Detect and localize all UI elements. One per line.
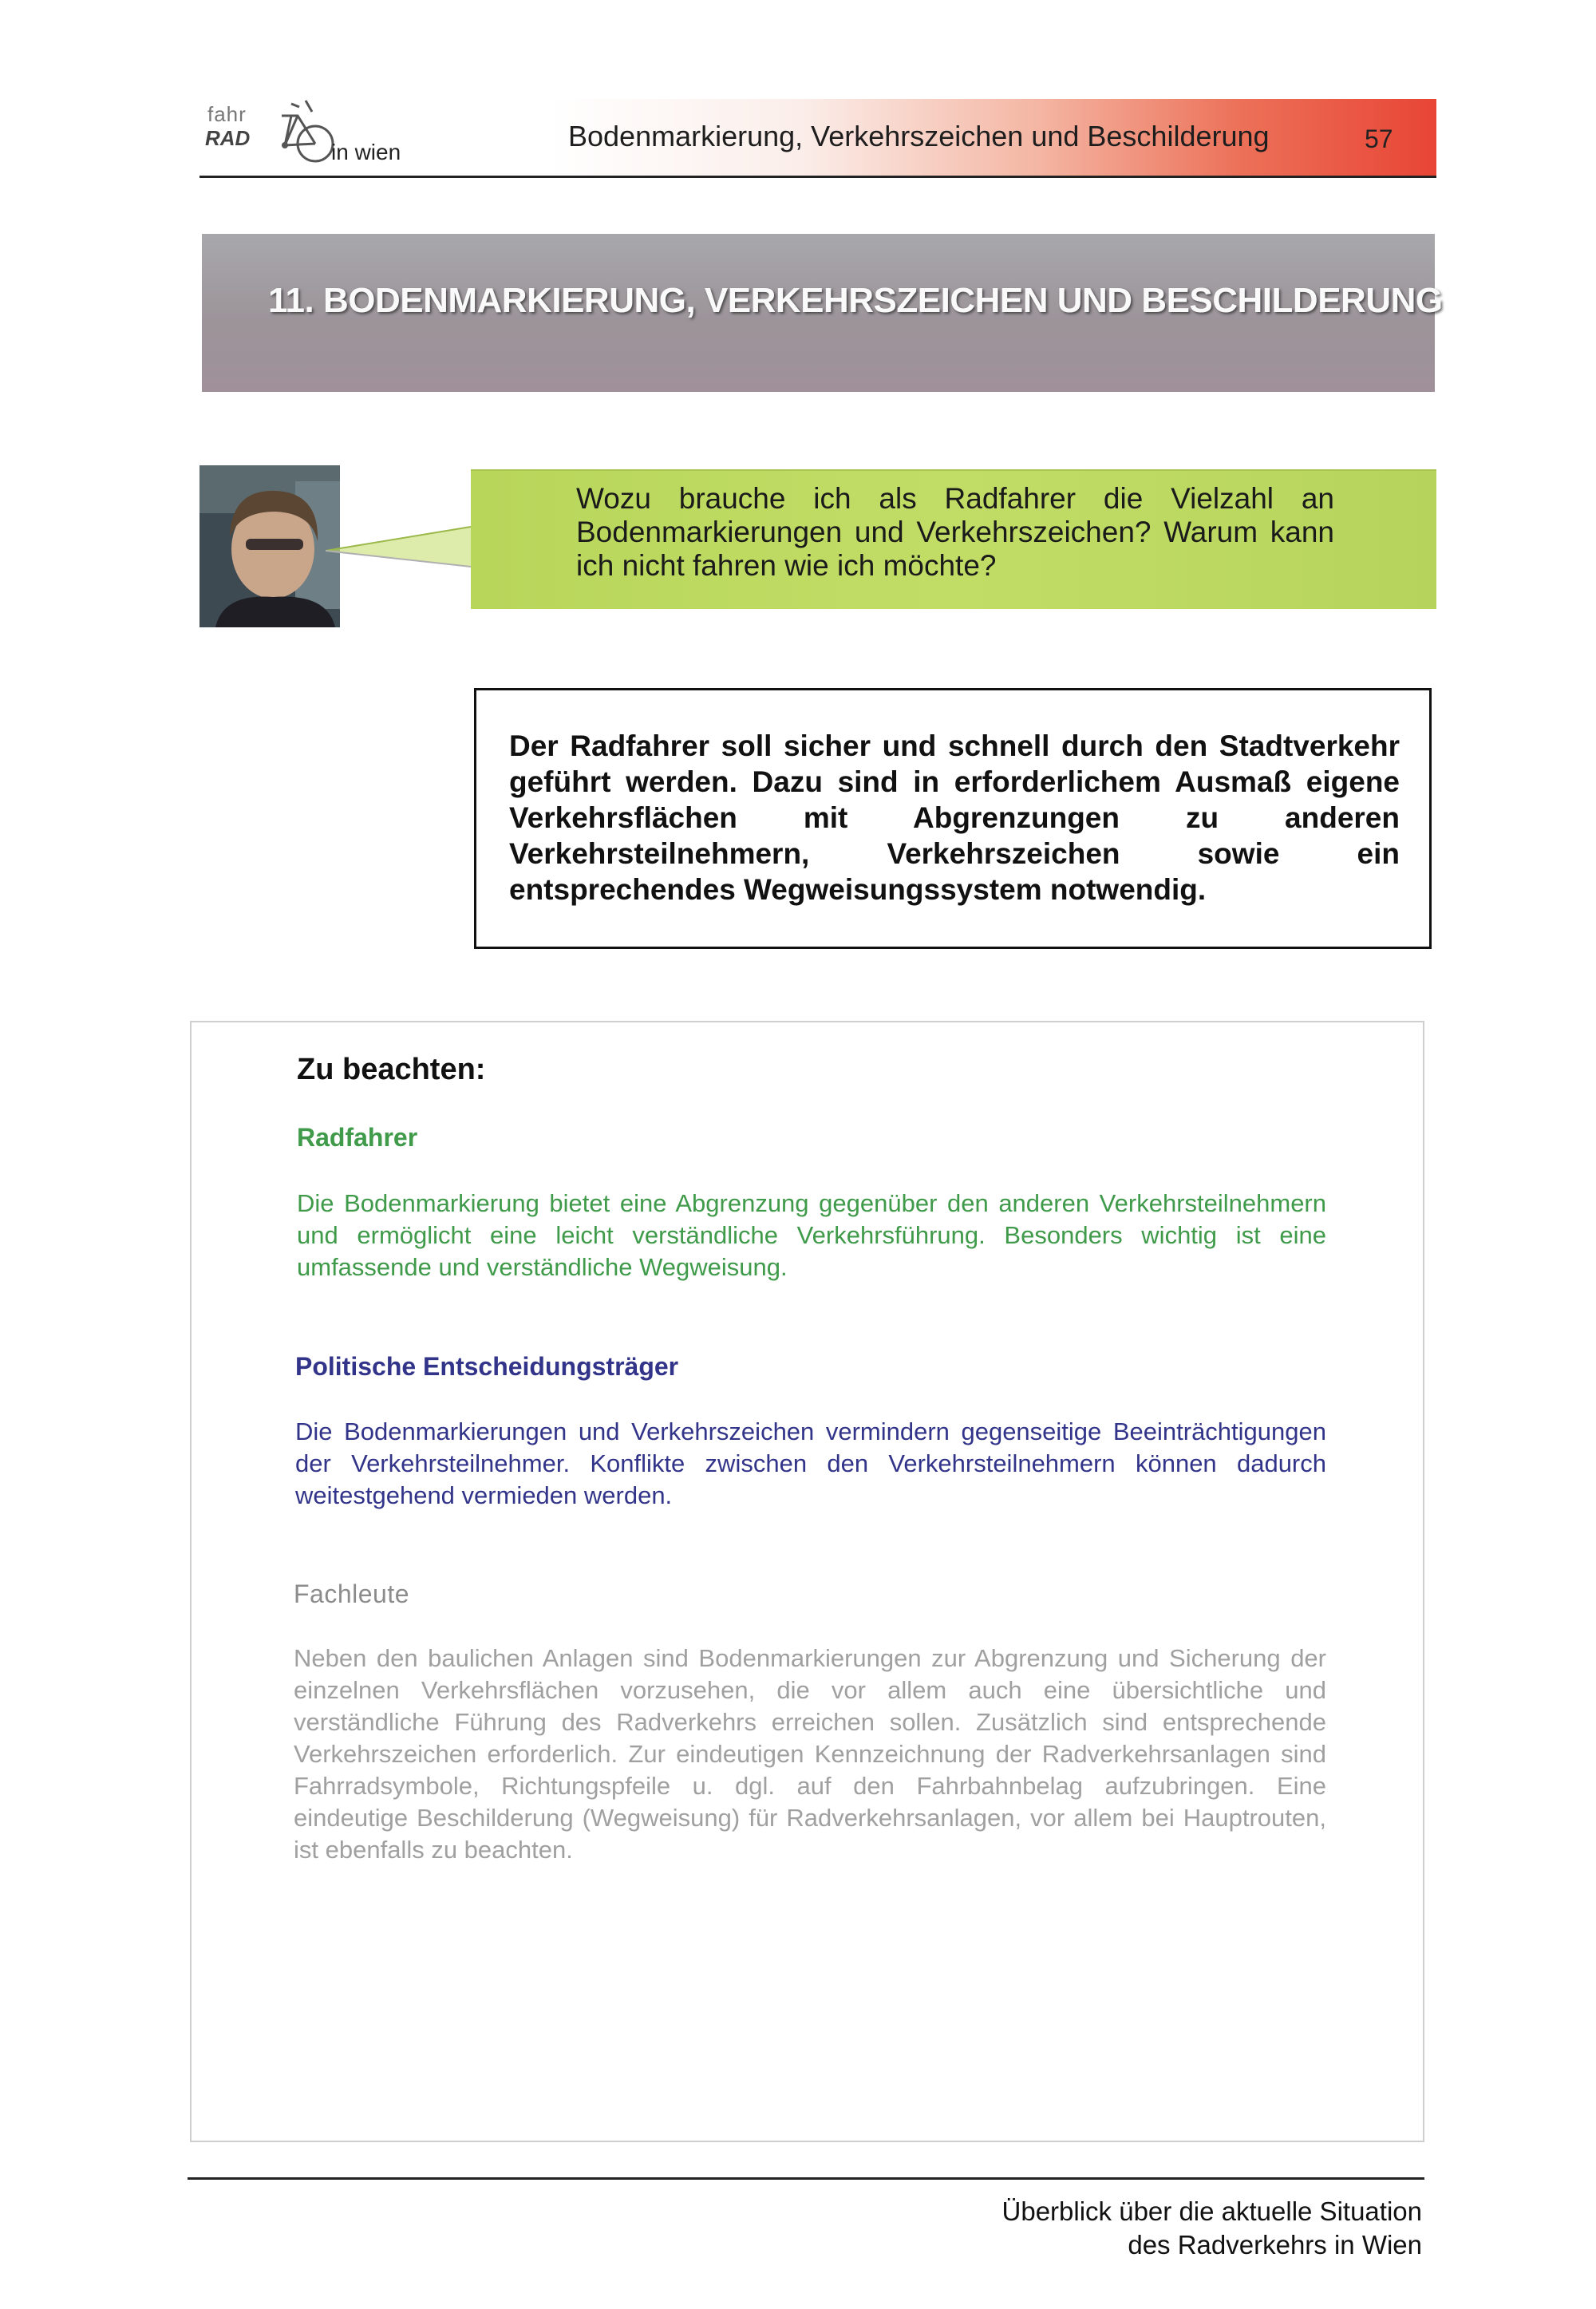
speech-pointer [326,519,477,575]
page-number: 57 [1365,125,1393,153]
chapter-title: 11. BODENMARKIERUNG, VERKEHRSZEICHEN UND BESCHILDERUNG [268,281,1443,320]
avatar-photo [200,465,340,627]
footer-divider [188,2177,1424,2180]
section-title-radfahrer: Radfahrer [297,1123,418,1152]
answer-text: Der Radfahrer soll sicher und schnell durch den Stadtverkehr geführt werden. Dazu sind in erforderlichem Ausmaß eigene Verkehrsflächen mit Abgrenzungen zu anderen Verkehrsteilnehmern, Verkehrszeichen sowie ein entsprechendes Wegweisungssystem notwendig. [509,729,1400,906]
section-text-radfahrer: Die Bodenmarkierung bietet eine Abgrenzung gegenüber den anderen Verkehrsteilnehmern und ermöglicht eine leicht verständliche Verkehrsführung. Besonders wichtig ist eine umfassende und verständliche Wegweisung. [297,1189,1326,1281]
running-header-title: Bodenmarkierung, Verkehrszeichen und Beschilderung [568,120,1270,152]
bicycle-icon [235,96,339,172]
header-divider [200,176,1436,178]
section-text-politik: Die Bodenmarkierungen und Verkehrszeichen vermindern gegenseitige Beeinträchtigungen der Verkehrsteilnehmer. Konflikte zwischen den Verkehrsteilnehmern können dadurch weitestgehend vermieden werden. [295,1417,1326,1509]
section-title-fachleute: Fachleute [294,1580,410,1608]
footer-line-1: Überblick über die aktuelle Situation [1001,2196,1422,2226]
section-text-fachleute: Neben den baulichen Anlagen sind Bodenmarkierungen zur Abgrenzung und Sicherung der einzelnen Verkehrsflächen vorzusehen, die vor allem auch eine übersichtliche und verständliche Führung des Radverkehrs erreichen sollen. Zusätzlich sind entsprechende Verkehrszeichen erforderlich. Zur eindeutigen Kennzeichnung der Radverkehrsanlagen sind Fahrradsymbole, Richtungspfeile u. dgl. auf den Fahrbahnbelag aufzubringen. Eine eindeutige Beschilderung (Wegweisung) für Radverkehrsanlagen, vor allem bei Hauptrouten, ist ebenfalls zu beachten. [294,1644,1326,1864]
fahrrad-logo [203,96,339,176]
notes-heading: Zu beachten: [297,1053,486,1086]
question-text: Wozu brauche ich als Radfahrer die Vielzahl an Bodenmarkierungen und Verkehrszeichen? Warum kann ich nicht fahren wie ich möchte? [576,482,1334,582]
footer-text [926,2195,1422,2262]
logo-text-rad: RAD [205,126,251,150]
section-title-politik: Politische Entscheidungsträger [295,1352,679,1381]
logo-subtitle: in wien [331,140,401,164]
logo-text-fahr: fahr [207,102,247,126]
footer-line-2: des Radverkehrs in Wien [1128,2230,1422,2260]
